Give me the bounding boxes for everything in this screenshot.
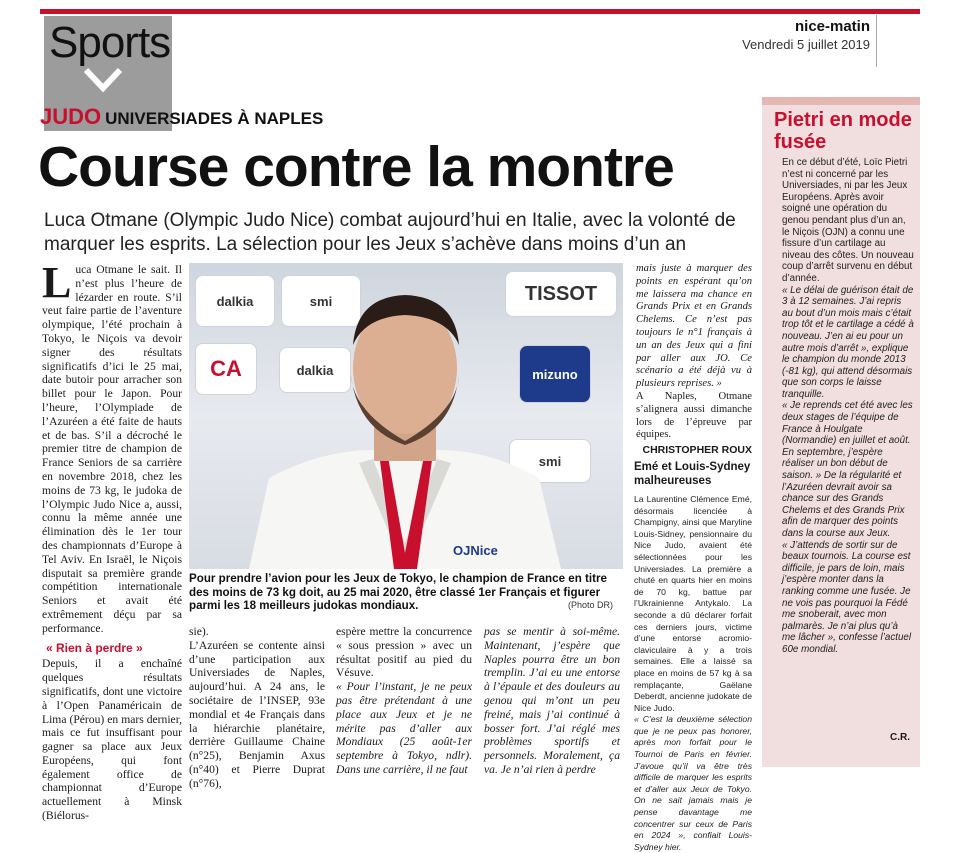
paragraph: espère mettre la concurrence « sous pression » avec un résultat positif au pied du Vésuve.: [336, 625, 472, 680]
author-signature: CHRISTOPHER ROUX: [642, 444, 752, 457]
masthead-divider: [876, 15, 877, 67]
sidebar-story: [634, 494, 752, 853]
masthead: [742, 18, 870, 53]
quote: « Le délai de guérison était de 3 à 12 semaines. J’ai repris au bout d’un mois mais c’était trop tôt et le cartilage a cédé à nouveau. J’en ai eu pour un autre mois d’arrêt », explique le champion du monde 2013 (-81 kg), qui attend désormais que son corps le laisse tranquille.: [782, 284, 914, 400]
subheading: « Rien à perdre »: [46, 640, 143, 655]
section-title: Sports: [49, 18, 171, 67]
paragraph: sie).: [189, 625, 209, 638]
quote: « Je reprends cet été avec les deux stages de l’équipe de France à Houlgate (Normandie) en juillet et août. En septembre, j’espère réaliser un bon début de saison. » De la régularité et l’Azuréen devrait avoir sa chance sur des Grands Chelems et des Grands Prix afin de marquer des points dans la course aux Jeux.: [782, 400, 913, 539]
paragraph: uca Otmane le sait. Il n’est plus l’heure de lézarder en route. S’il veut faire partie de l’aventure olympique, l’été prochain à Tokyo, le Niçois va devoir signer des résultats significatifs d’ici le 25 mai, date butoir pour arracher son billet pour le Japon. Pour l’heure, l’Olympiade de l’Azuréen a été faite de hauts et de bas. S’il a décroché le premier titre de champion de France Seniors de sa carrière en novembre 2018, chez les moins de 73 kg, le judoka de l’Olympic Judo Nice a, aussi, connu la même année une élimination dès le 1er tour des championnats d’Europe à Tel Aviv. En Israël, le Niçois disputait sa première grande compétition internationale Seniors et avait été extrêmement déçu par sa performance.: [42, 263, 182, 635]
sponsor-board: dalkia: [195, 275, 275, 327]
paragraph: En ce début d’été, Loïc Pietri n’est ni concerné par les Universiades, ni par les Jeux Européens. Après avoir soigné une opération du genou pendant plus d’un an, le Niçois (OJN) a connu une fissure d’un cartilage au niveau des côtes. Un nouveau coup d’arrêt survenu en début d’année.: [782, 157, 914, 284]
photo-caption: Pour prendre l’avion pour les Jeux de Tokyo, le champion de France en titre des moins de 73 kg doit, au 25 mai 2020, être classé 1er Français et figurer parmi les 18 meilleurs judokas mondiaux.: [189, 572, 607, 612]
sponsor-board: smi: [509, 439, 591, 483]
article-photo: [189, 263, 623, 569]
paragraph: A Naples, Otmane s’alignera aussi dimanche lors de l’épreuve par équipes.: [636, 390, 752, 441]
drop-cap: L: [42, 258, 72, 307]
quote: « C’est la deuxième sélection que je ne peux pas honorer, après mon forfait pour le Tournoi de Paris en février. J’avoue qu’il va être très difficile de marquer les esprits et d’aller aux Jeux de Tokyo. On ne sait jamais mais je pense davantage me concentrer sur ceux de Paris en 2024 », confiait Louis-Sydney hier.: [634, 714, 752, 852]
quote: « J’attends de sortir sur de beaux tournois. La course est difficile, je pars de loin, mais j’espère monter dans la ranking comme une fusée. Je ne vois pas pourquoi la Fédé me snoberait, avec mon palmarès. Je n’ai plus qu’à me lâcher », confesse l’actuel 60e mondial.: [782, 539, 912, 655]
panel-signature: C.R.: [890, 732, 910, 743]
panel-title: Pietri en mode fusée: [774, 109, 912, 153]
article-column-5: [636, 263, 752, 457]
kicker: [40, 104, 323, 130]
panel-band: [762, 97, 920, 105]
side-panel: [762, 97, 920, 767]
kicker-sport: JUDO: [40, 104, 102, 129]
quote: mais juste à marquer des points en espérant qu’on me laissera ma chance en Grands Prix et en Grands Chelems. Ce n’est pas toujours le n°1 français à un an des Jeux qui a fini par aller aux JO. Ce scénario a été déjà vu à plusieurs reprises. »: [636, 263, 752, 390]
article-column-1: [42, 258, 182, 823]
sponsor-board: TISSOT: [505, 271, 617, 317]
headline: Course contre la montre: [38, 135, 674, 199]
sidebar-headline: Emé et Louis-Sydney malheureuses: [634, 461, 751, 487]
issue-date: Vendredi 5 juillet 2019: [742, 37, 870, 52]
article-column-4: [484, 625, 620, 777]
club-logo-text: OJNice: [453, 543, 498, 558]
quote: pas se mentir à soi-même. Maintenant, j’espère que Naples pourra être un bon tremplin. J’ai eu une entorse à l’épaule et des douleurs au genou qui m’ont un peu freiné, mais j’ai continué à bosser fort. J’ai réglé mes problèmes sportifs et personnels. Moralement, ça va. Je n’ai rien à perdre: [484, 625, 620, 776]
article-column-3: [336, 625, 472, 777]
paragraph: Depuis, il a enchaîné quelques résultats significatifs, dont une victoire à l’Open Panaméricain de Lima (Pérou) en mars dernier, mais ce fut insuffisant pour gagner sa place aux Jeux Européens, qui font également office de championnat d’Europe actuellement à Minsk (Biélorus-: [42, 657, 182, 823]
chevron-down-icon[interactable]: [80, 58, 126, 104]
standfirst: Luca Otmane (Olympic Judo Nice) combat aujourd’hui en Italie, avec la volonté de marquer les esprits. La sélection pour les Jeux s’achève dans moins d’un an: [44, 210, 736, 255]
kicker-topic: UNIVERSIADES À NAPLES: [105, 109, 324, 128]
paragraph: L’Azuréen se contente ainsi d’une participation aux Universiades de Naples, aujourd’hui. A 24 ans, le sociétaire de l’INSEP, 93e mondial et 4e Français dans la hiérarchie planétaire, derrière Guillaume Chaine (n°25), Benjamin Axus (n°40) et Pierre Duprat (n°76),: [189, 638, 325, 790]
panel-text: [782, 157, 914, 656]
judoka-figure: [189, 263, 623, 569]
photo-credit: (Photo DR): [568, 600, 614, 610]
sponsor-board: mizuno: [519, 345, 591, 403]
sponsor-board: CA: [195, 343, 257, 395]
article-column-2: [189, 625, 325, 791]
quote: « Pour l’instant, je ne peux pas être prétendant à une place aux Jeux et je ne mérite pas d’aller aux Mondiaux (25 août-1er septembre à Tokyo, ndlr). Dans une carrière, il ne faut: [336, 680, 472, 776]
sponsor-board: smi: [281, 275, 361, 327]
newspaper-name: nice-matin: [794, 18, 870, 35]
top-rule: [40, 9, 920, 14]
paragraph: La Laurentine Clémence Emé, désormais licenciée à Champigny, ainsi que Maryline Louis-Sidney, pensionnaire du Nice Judo, avaient été sélectionnées pour les Universiades. La première a chuté en quarts hier en moins de 70 kg, battue par l’Ukrainienne Antykalo. La seconde a dû déclarer forfait ces derniers jours, victime d’une entorse acromio-claviculaire à y a trois semaines. Elle a laissé sa place en moins de 57 kg à sa remplaçante, Gaëlane Deberdt, ancienne judokate de Nice Judo.: [634, 494, 752, 713]
sponsor-board: dalkia: [279, 347, 351, 393]
